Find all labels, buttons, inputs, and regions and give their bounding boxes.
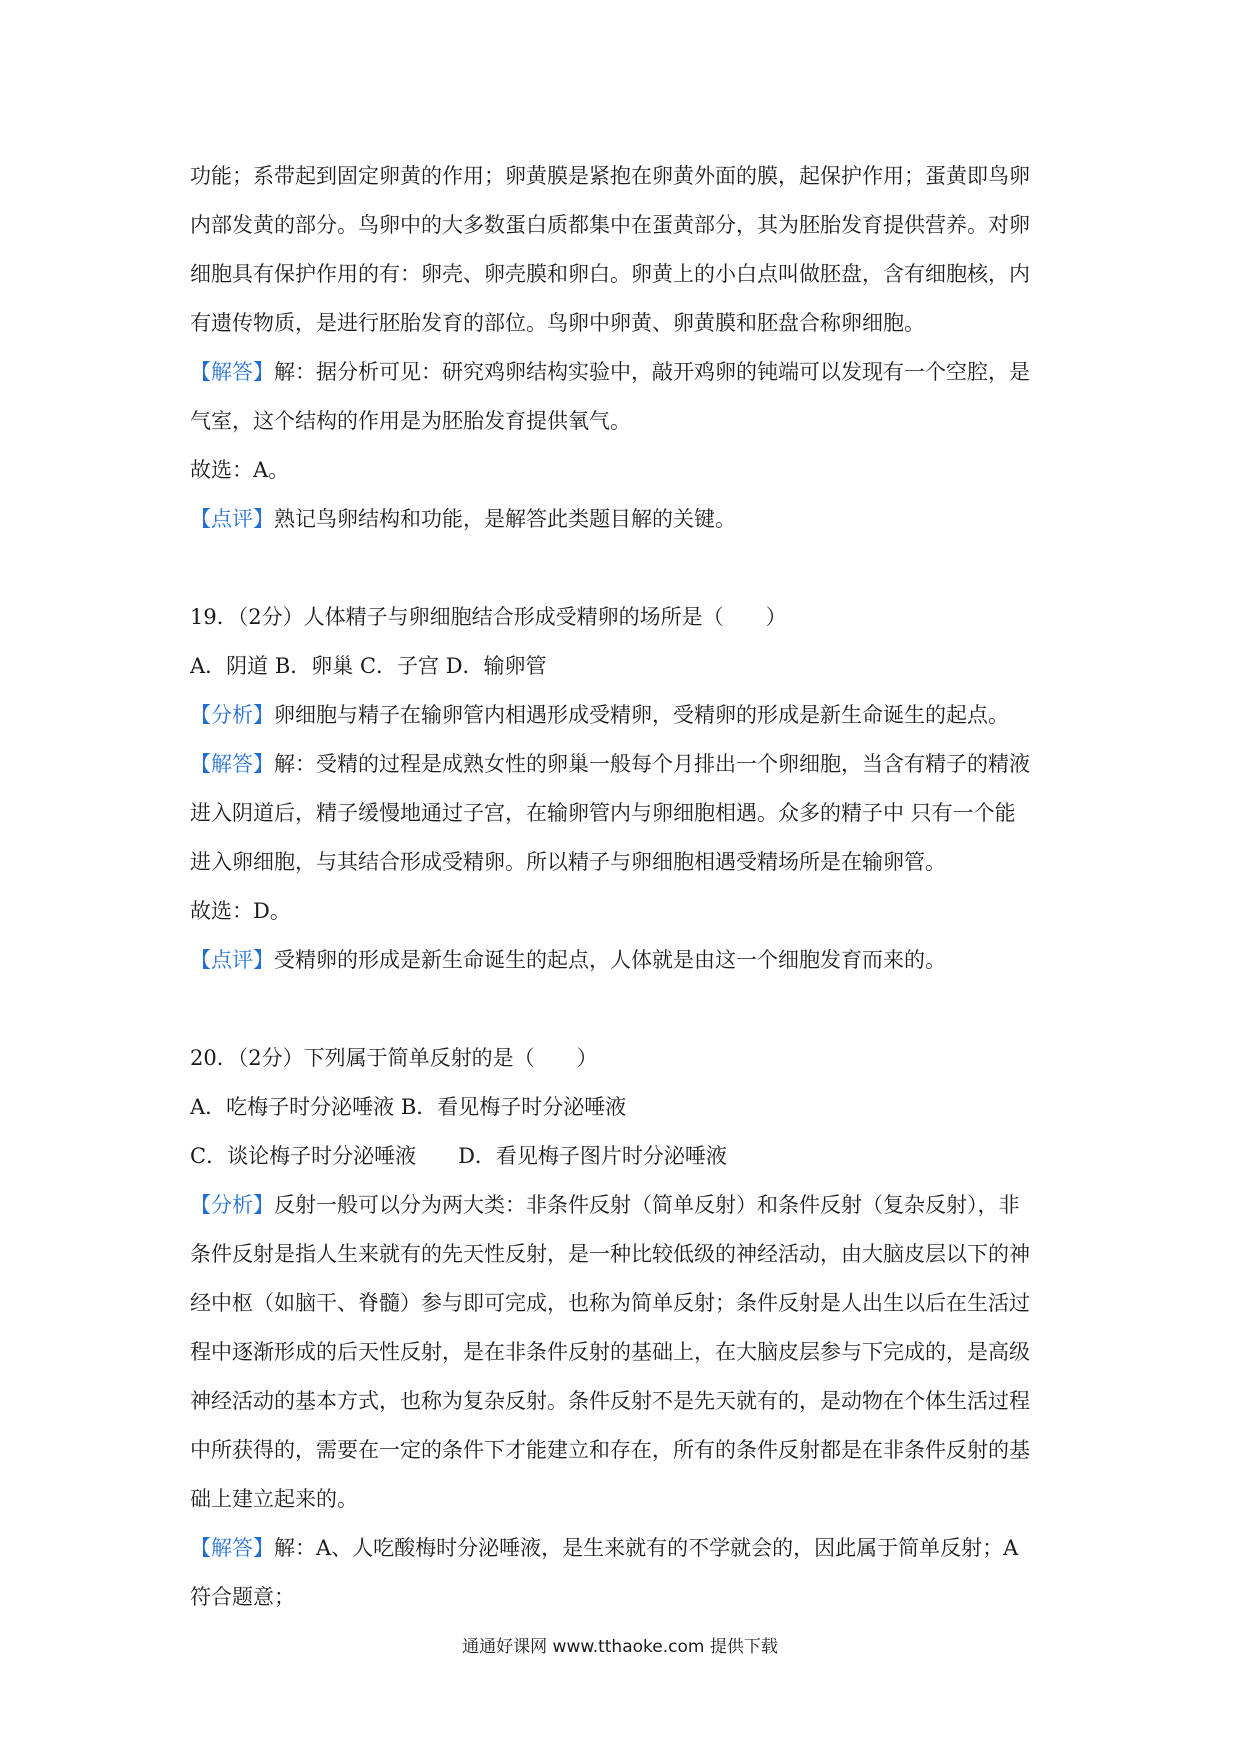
answer-tag: 【解答】 <box>190 360 274 384</box>
q20-options-line-1: A．吃梅子时分泌唾液 B．看见梅子时分泌唾液 <box>190 1095 627 1119</box>
analysis-text: 反射一般可以分为两大类：非条件反射（简单反射）和条件反射（复杂反射），非 <box>274 1193 1020 1217</box>
spacer <box>190 985 1060 1034</box>
answer-tag: 【解答】 <box>190 1536 274 1560</box>
comment-tag: 【点评】 <box>190 948 274 972</box>
q18-answer-line-2: 气室，这个结构的作用是为胚胎发育提供氧气。 <box>190 409 631 433</box>
answer-text: 解：A、人吃酸梅时分泌唾液，是生来就有的不学就会的，因此属于简单反射；A <box>274 1536 1019 1560</box>
spacer <box>190 544 1060 593</box>
q20-analysis-line-5: 神经活动的基本方式，也称为复杂反射。条件反射不是先天就有的，是动物在个体生活过程 <box>190 1389 1030 1413</box>
q20-answer-line-2: 符合题意； <box>190 1585 295 1609</box>
comment-text: 受精卵的形成是新生命诞生的起点，人体就是由这一个细胞发育而来的。 <box>274 948 946 972</box>
page-content <box>190 152 1060 1622</box>
q20-question: 20．（2分）下列属于简单反射的是（ ） <box>190 1046 598 1070</box>
q18-text-line-4: 有遗传物质，是进行胚胎发育的部位。鸟卵中卵黄、卵黄膜和胚盘合称卵细胞。 <box>190 311 925 335</box>
q20-analysis-line-3: 经中枢（如脑干、脊髓）参与即可完成，也称为简单反射；条件反射是人出生以后在生活过 <box>190 1291 1030 1315</box>
q19-analysis <box>190 691 1060 740</box>
q19-options: A．阴道 B．卵巢 C．子宫 D．输卵管 <box>190 654 547 678</box>
q19-question: 19．（2分）人体精子与卵细胞结合形成受精卵的场所是（ ） <box>190 605 787 629</box>
analysis-text: 卵细胞与精子在输卵管内相遇形成受精卵，受精卵的形成是新生命诞生的起点。 <box>274 703 1009 727</box>
q18-text-line-2: 内部发黄的部分。鸟卵中的大多数蛋白质都集中在蛋黄部分，其为胚胎发育提供营养。对卵 <box>190 213 1030 237</box>
answer-text: 解：据分析可见：研究鸡卵结构实验中，敲开鸡卵的钝端可以发现有一个空腔，是 <box>274 360 1030 384</box>
q20-options-line-2: C．谈论梅子时分泌唾液 D．看见梅子图片时分泌唾液 <box>190 1144 727 1168</box>
q18-answer-line-1 <box>190 348 1060 397</box>
q19-answer-line-2: 进入阴道后，精子缓慢地通过子宫，在输卵管内与卵细胞相遇。众多的精子中 只有一个能 <box>190 801 1016 825</box>
q20-analysis-line-6: 中所获得的，需要在一定的条件下才能建立和存在，所有的条件反射都是在非条件反射的基 <box>190 1438 1030 1462</box>
q18-comment <box>190 495 1060 544</box>
answer-tag: 【解答】 <box>190 752 274 776</box>
q20-analysis-line-1 <box>190 1181 1060 1230</box>
analysis-tag: 【分析】 <box>190 1193 274 1217</box>
analysis-tag: 【分析】 <box>190 703 274 727</box>
comment-tag: 【点评】 <box>190 507 274 531</box>
q19-answer-line-1 <box>190 740 1060 789</box>
q20-analysis-line-2: 条件反射是指人生来就有的先天性反射，是一种比较低级的神经活动，由大脑皮层以下的神 <box>190 1242 1030 1266</box>
q20-answer-line-1 <box>190 1524 1060 1573</box>
comment-text: 熟记鸟卵结构和功能，是解答此类题目解的关键。 <box>274 507 736 531</box>
q18-text-line-1: 功能；系带起到固定卵黄的作用；卵黄膜是紧抱在卵黄外面的膜，起保护作用；蛋黄即鸟卵 <box>190 164 1030 188</box>
q18-choice: 故选：A。 <box>190 458 290 482</box>
q18-text-line-3: 细胞具有保护作用的有：卵壳、卵壳膜和卵白。卵黄上的小白点叫做胚盘，含有细胞核，内 <box>190 262 1030 286</box>
page-footer: 通通好课网 www.tthaoke.com 提供下载 <box>462 1637 778 1657</box>
q19-comment <box>190 936 1060 985</box>
q19-choice: 故选：D。 <box>190 899 291 923</box>
q20-analysis-line-4: 程中逐渐形成的后天性反射，是在非条件反射的基础上，在大脑皮层参与下完成的，是高级 <box>190 1340 1030 1364</box>
q19-answer-line-3: 进入卵细胞，与其结合形成受精卵。所以精子与卵细胞相遇受精场所是在输卵管。 <box>190 850 946 874</box>
answer-text: 解：受精的过程是成熟女性的卵巢一般每个月排出一个卵细胞，当含有精子的精液 <box>274 752 1030 776</box>
q20-analysis-line-7: 础上建立起来的。 <box>190 1487 358 1511</box>
